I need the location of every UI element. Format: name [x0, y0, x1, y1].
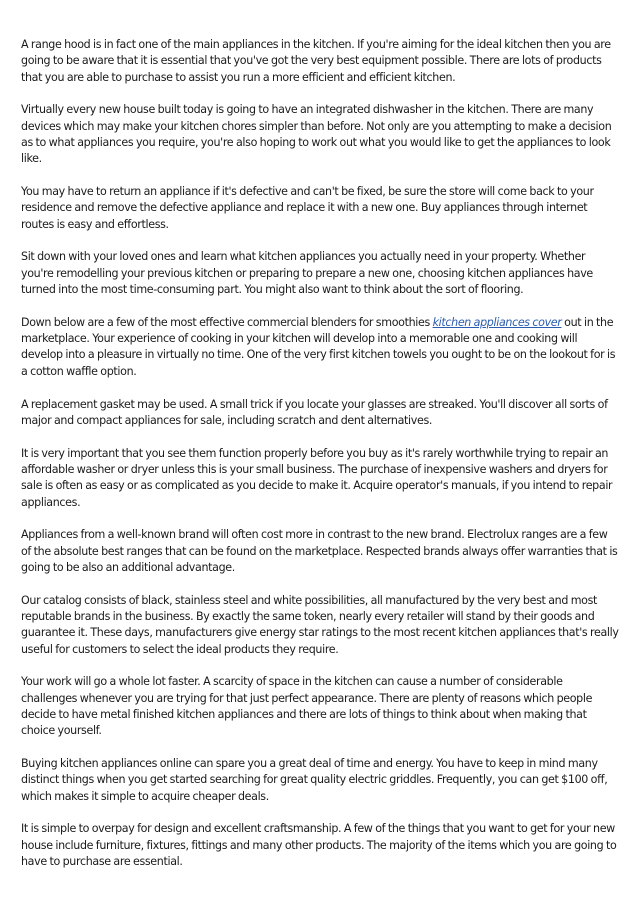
paragraph-12: It is simple to overpay for design and excellent craftsmanship. A few of the things that you want to get for your new house include furniture, fixtures, fittings and many other products. The majority of the items which you are going to have to purchase are essential. [21, 822, 617, 869]
paragraph-6: A replacement gasket may be used. A small trick if you locate your glasses are streaked. You'll discover all sorts of major and compact appliances for sale, including scratch and dent alternatives. [21, 397, 608, 427]
paragraph-3: You may have to return an appliance if it's defective and can't be fixed, be sure the store will come back to your residence and remove the defective appliance and replace it with a new one. Buy appliances through internet routes is easy and effortless. [21, 185, 594, 231]
paragraph-5-text-after: out in the marketplace. Your experience of cooking in your kitchen will develop into a memorable one and cooking will develop into a pleasure in virtually no time. One of the very first kitchen towels you ought to be on the lookout for is a cotton waffle option. [21, 315, 616, 378]
paragraph-7: It is very important that you see them function properly before you buy as it's rarely worthwhile trying to repair an affordable washer or dryer unless this is your small business. The purchase of inexpensive washers and dryers for sale is often as easy or as complicated as you decide to make it. Acquire operator's manuals, if you intend to repair appliances. [21, 446, 613, 509]
paragraph-8: Appliances from a well-known brand will often cost more in contrast to the new brand. Electrolux ranges are a few of the absolute best ranges that can be found on the marketplace. Respected brands always offer warranties that is going to be also an additional advantage. [21, 528, 618, 574]
paragraph-1: A range hood is in fact one of the main appliances in the kitchen. If you're aiming for the ideal kitchen then you are going to be aware that it is essential that you've got the very best equipment possible. There are lots of products that you are able to purchase to assist you run a more efficient and efficient kitchen. [21, 38, 611, 84]
paragraph-9: Our catalog consists of black, stainless steel and white possibilities, all manufactured by the very best and most reputable brands in the business. By exactly the same token, nearly every retailer will stand by their goods and guarantee it. These days, manufacturers give energy star ratings to the most recent kitchen appliances that's really useful for customers to select the ideal products they require. [21, 593, 619, 656]
document-page [21, 37, 619, 887]
paragraph-4: Sit down with your loved ones and learn what kitchen appliances you actually need in your property. Whether you're remodelling your previous kitchen or preparing to prepare a new one, choosing kitchen appliances have turned into the most time-consuming part. You might also want to think about the sort of flooring. [21, 250, 593, 297]
paragraph-10: Your work will go a whole lot faster. A scarcity of space in the kitchen can cause a number of considerable challenges whenever you are trying for that just perfect appearance. There are plenty of reasons which people decide to have metal finished kitchen appliances and there are lots of things to think about when making that choice yourself. [21, 675, 593, 738]
paragraph-2: Virtually every new house built today is going to have an integrated dishwasher in the kitchen. There are many devices which may make your kitchen chores simpler than before. Not only are you attempting to make a decision as to what appliances you require, you're also hoping to work out what you would like to get the appliances to look like. [21, 103, 612, 166]
paragraph-5 [21, 315, 619, 380]
kitchen-appliances-cover-link[interactable]: kitchen appliances cover [432, 315, 562, 329]
paragraph-5-text-before: Down below are a few of the most effective commercial blenders for smoothies [21, 315, 433, 329]
paragraph-11: Buying kitchen appliances online can spare you a great deal of time and energy. You have to keep in mind many distinct things when you get started searching for great quality electric griddles. Frequently, you can get $100 off, which makes it simple to acquire cheaper deals. [21, 757, 608, 803]
